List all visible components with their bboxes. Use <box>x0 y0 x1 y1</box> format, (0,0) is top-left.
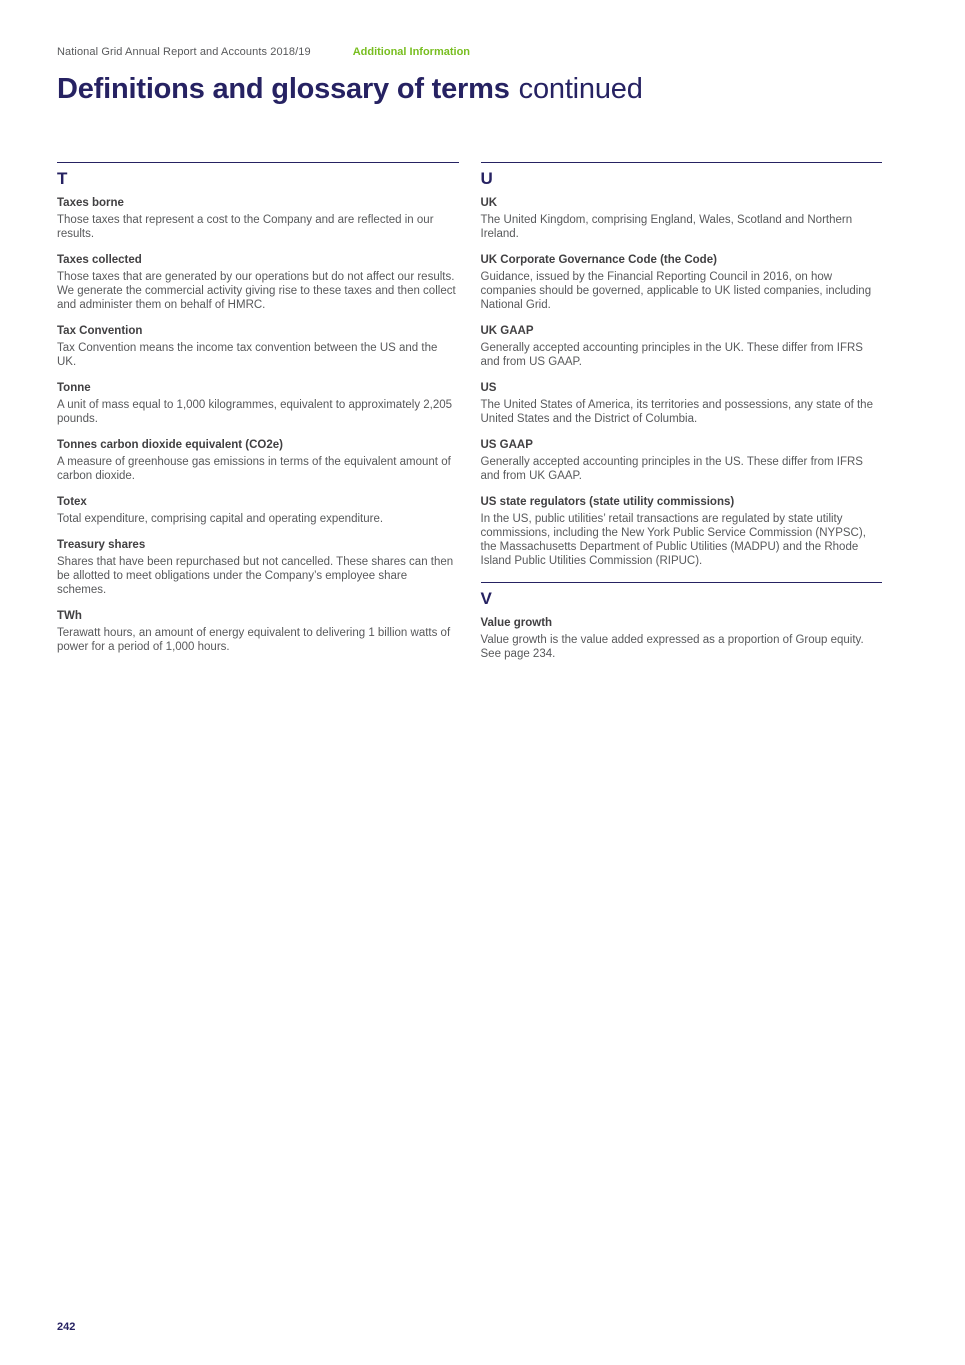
glossary-definition: Tax Convention means the income tax convention between the US and the UK. <box>57 341 438 368</box>
page-title <box>57 74 882 106</box>
glossary-term: Totex <box>57 496 87 509</box>
glossary-entry <box>57 382 459 426</box>
section-divider <box>481 162 883 163</box>
glossary-definition: Those taxes that represent a cost to the Company and are reflected in our results. <box>57 213 434 240</box>
glossary-entry <box>57 496 459 526</box>
section-letter: V <box>480 589 492 609</box>
glossary-entry <box>481 617 883 661</box>
glossary-term: Taxes collected <box>57 253 142 266</box>
report-title: National Grid Annual Report and Accounts 2018/19 <box>57 46 311 58</box>
glossary-definition: Value growth is the value added expressed as a proportion of Group equity. See page 234. <box>480 634 864 661</box>
glossary-term: Tax Convention <box>57 324 143 337</box>
glossary-entry <box>481 197 883 241</box>
glossary-definition: In the US, public utilities’ retail transactions are regulated by state utility commissions, including the New York Public Service Commission (NYPSC), the Massachusetts Department of Public Utilities (MADPU) and the Rhode Island Public Utilities Commission (RIPUC). <box>480 513 866 568</box>
right-column <box>481 162 883 675</box>
glossary-definition: Those taxes that are generated by our operations but do not affect our results. We generate the commercial activity giving rise to these taxes and then collect and administer them on behalf of HMRC. <box>57 270 456 311</box>
glossary-entry <box>57 539 459 597</box>
glossary-term: UK Corporate Governance Code (the Code) <box>480 253 717 266</box>
glossary-term: UK <box>480 196 498 209</box>
glossary-entry <box>481 325 883 369</box>
section-t <box>57 162 459 654</box>
glossary-term: Treasury shares <box>57 539 146 552</box>
glossary-entry <box>57 325 459 369</box>
glossary-definition: Total expenditure, comprising capital and operating expenditure. <box>57 513 384 526</box>
glossary-entry <box>481 439 883 483</box>
page-title-main: Definitions and glossary of terms <box>57 73 510 105</box>
glossary-entry <box>481 496 883 568</box>
glossary-term: Value growth <box>480 617 553 630</box>
page-header <box>57 46 882 58</box>
glossary-entry <box>57 610 459 654</box>
section-letter: U <box>480 168 493 188</box>
glossary-definition: The United Kingdom, comprising England, Wales, Scotland and Northern Ireland. <box>480 213 853 240</box>
left-column <box>57 162 459 675</box>
section-u <box>481 162 883 568</box>
glossary-definition: Terawatt hours, an amount of energy equivalent to delivering 1 billion watts of power for a period of 1,000 hours. <box>57 627 451 654</box>
glossary-term: US state regulators (state utility commissions) <box>480 496 735 509</box>
glossary-term: UK GAAP <box>480 324 534 337</box>
glossary-columns <box>57 162 882 675</box>
section-divider <box>481 582 883 583</box>
page-number: 242 <box>57 1321 76 1333</box>
glossary-entry <box>57 439 459 483</box>
glossary-definition: A measure of greenhouse gas emissions in terms of the equivalent amount of carbon dioxide. <box>57 456 451 483</box>
glossary-definition: Shares that have been repurchased but not cancelled. These shares can then be allotted to meet obligations under the Company’s employee share schemes. <box>57 556 454 597</box>
page-title-suffix: continued <box>518 73 643 105</box>
glossary-definition: Guidance, issued by the Financial Reporting Council in 2016, on how companies should be governed, applicable to UK listed companies, including National Grid. <box>480 270 872 311</box>
glossary-entry <box>57 254 459 312</box>
glossary-term: TWh <box>57 610 82 623</box>
additional-information-label: Additional Information <box>352 46 471 58</box>
glossary-definition: The United States of America, its territories and possessions, any state of the United States and the District of Columbia. <box>480 399 873 426</box>
glossary-entry <box>57 197 459 241</box>
glossary-entry <box>481 382 883 426</box>
page-footer <box>57 1317 75 1335</box>
glossary-term: US <box>480 382 497 394</box>
glossary-definition: A unit of mass equal to 1,000 kilogrammes, equivalent to approximately 2,205 pounds. <box>57 399 453 426</box>
glossary-definition: Generally accepted accounting principles in the US. These differ from IFRS and from UK GAAP. <box>480 456 863 483</box>
section-letter: T <box>57 168 68 188</box>
glossary-term: Tonnes carbon dioxide equivalent (CO2e) <box>57 439 283 452</box>
glossary-entry <box>481 254 883 312</box>
section-divider <box>57 162 459 163</box>
section-v <box>481 582 883 661</box>
glossary-term: Taxes borne <box>57 196 124 209</box>
glossary-term: Tonne <box>57 382 91 394</box>
glossary-definition: Generally accepted accounting principles in the UK. These differ from IFRS and from US GAAP. <box>480 341 863 368</box>
glossary-term: US GAAP <box>480 439 533 452</box>
page-content <box>0 0 965 675</box>
